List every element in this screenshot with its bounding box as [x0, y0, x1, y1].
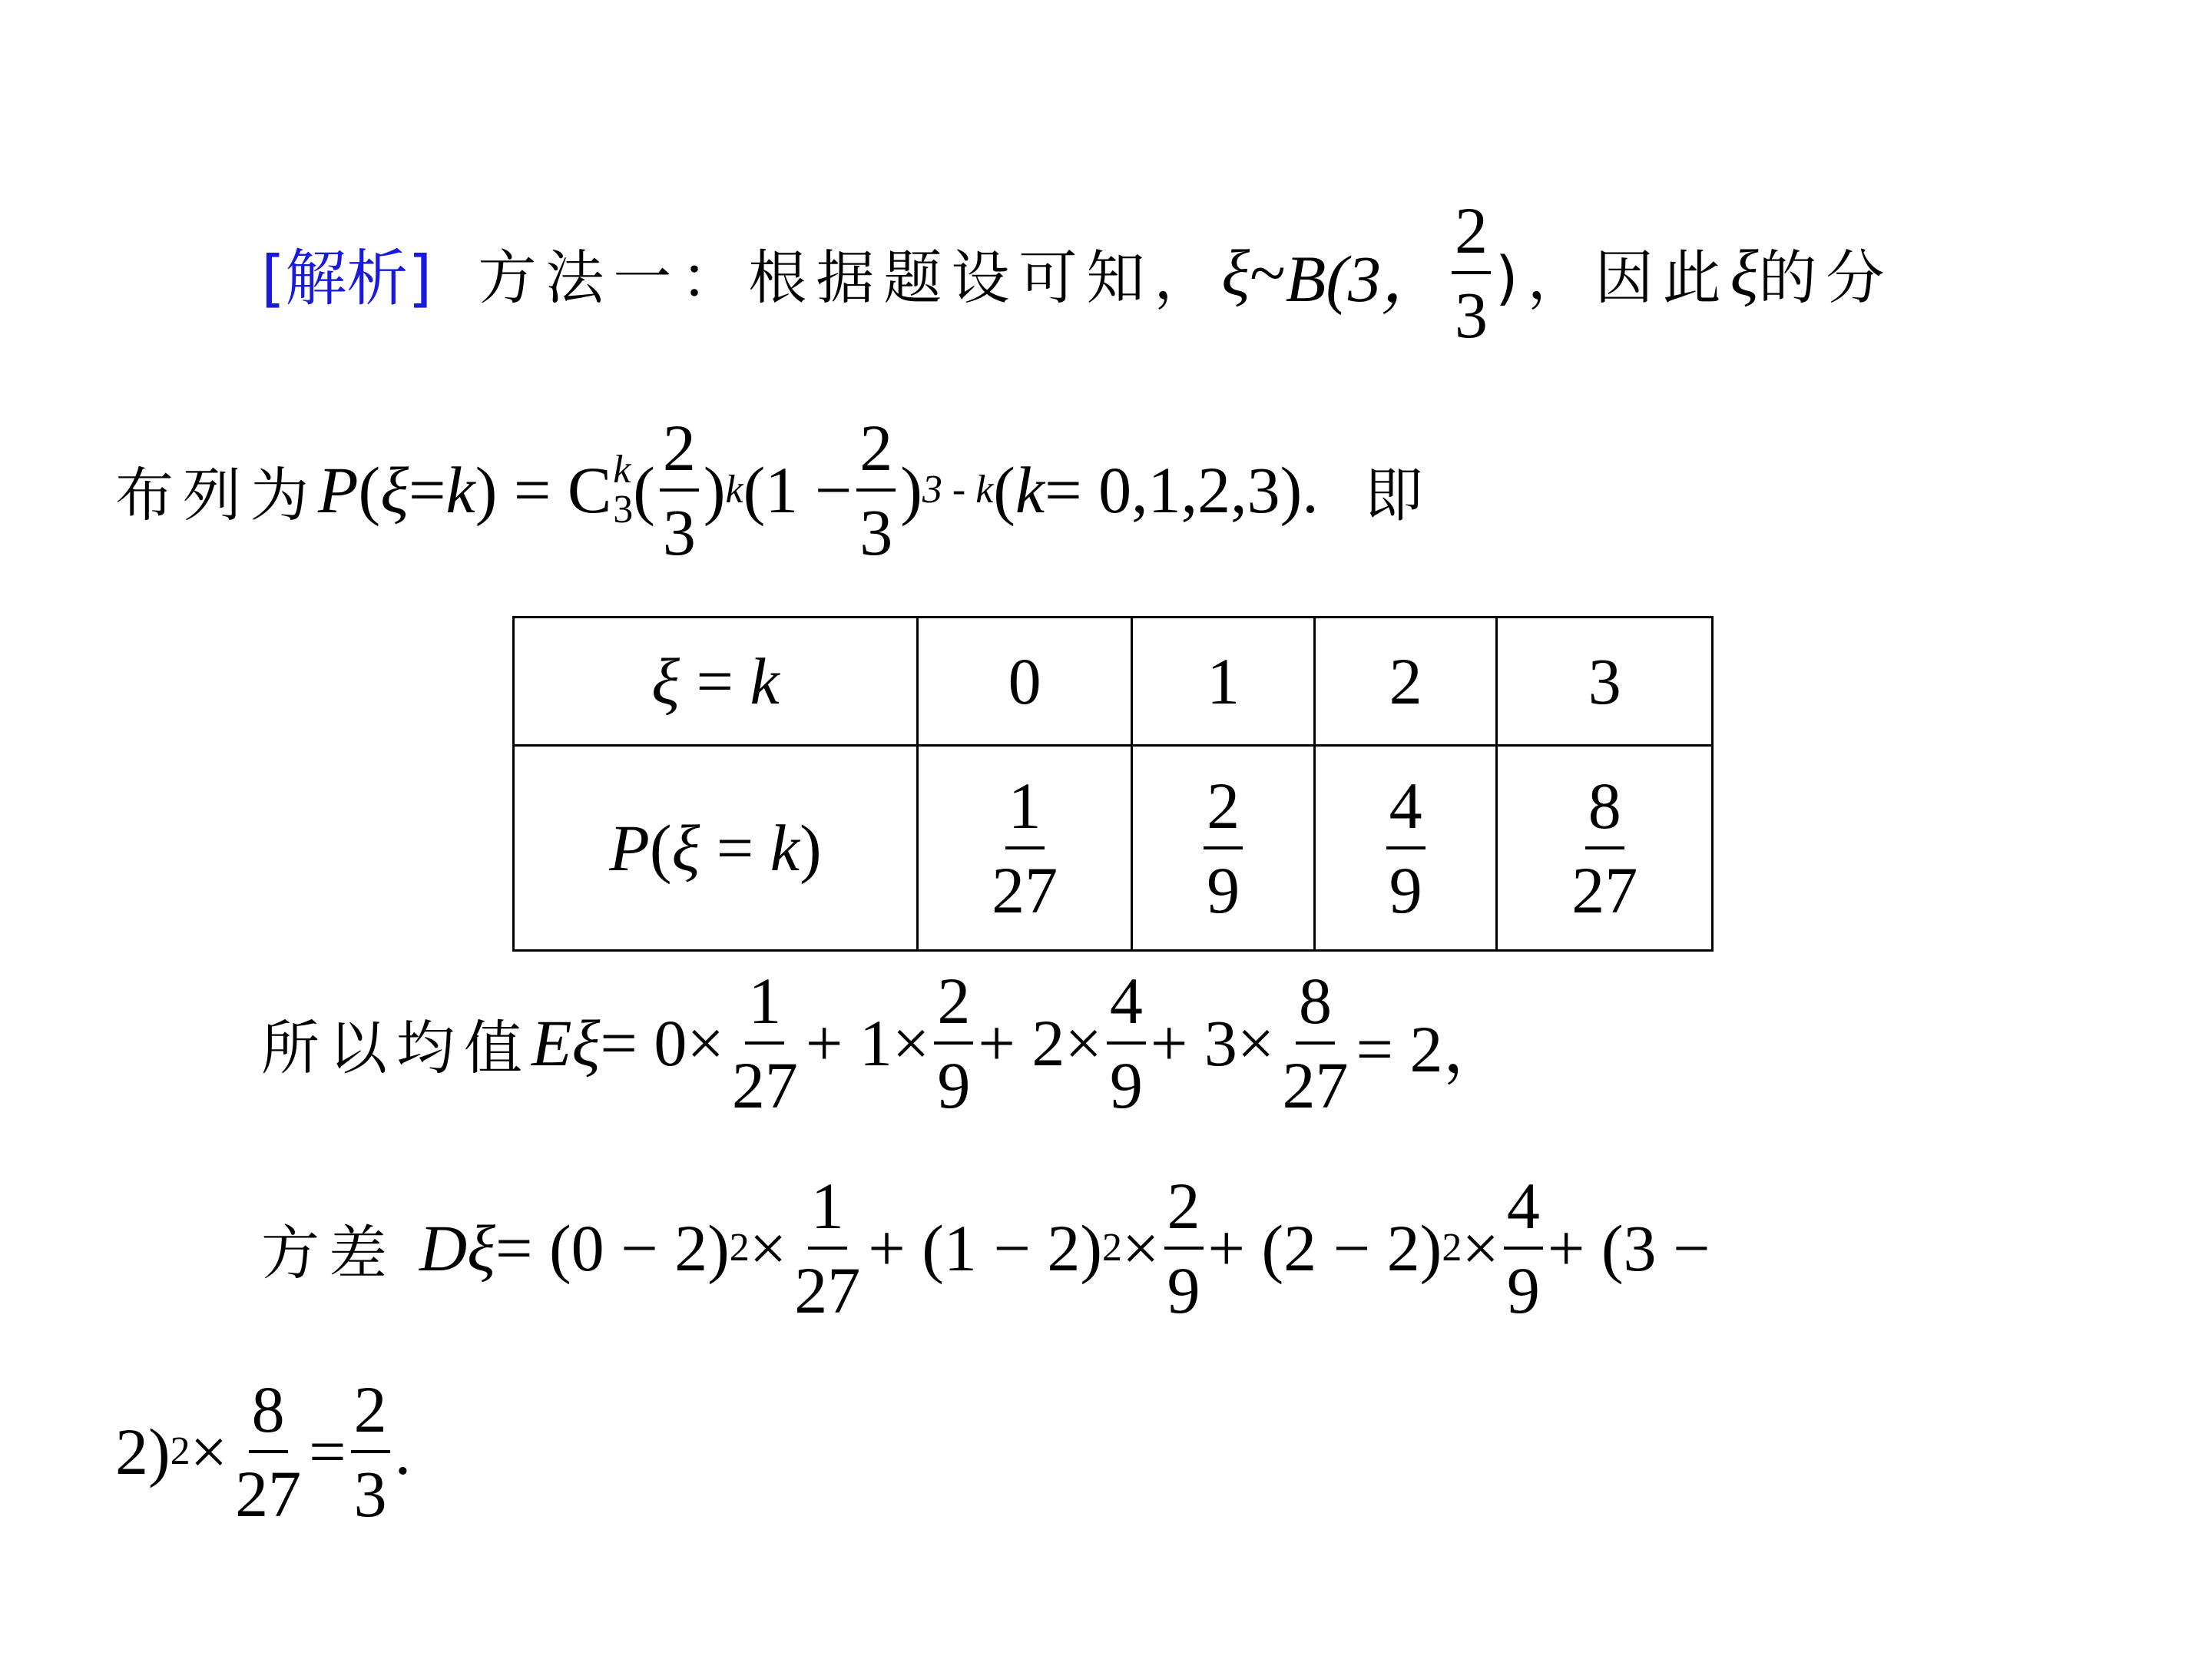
- k-range: = 0,1,2,3).: [1045, 453, 1319, 527]
- distribution-formula-line: 布列为 P ( ξ = k ) = C k 3 ( $\frac{2}{3}$ ) k (1 − $\frac{2}{3}$ ) 3 - k ( k = 0,1,2,3). 即: [115, 411, 1432, 569]
- fraction: $\frac{2}{9}$: [1164, 1173, 1204, 1323]
- table-cell: [1497, 746, 1713, 951]
- times-sign: ×: [1462, 1211, 1499, 1285]
- one-minus: (1 −: [743, 453, 853, 527]
- times-sign: ×: [190, 1415, 228, 1488]
- variance-line-continued: 2) 2 × $\frac{8}{27}$ = $\frac{2}{3}$ .: [115, 1373, 412, 1531]
- combination-C: ) = C: [475, 453, 612, 527]
- term-2: + 2×: [978, 1006, 1102, 1080]
- table-cell: [1132, 746, 1315, 951]
- analysis-tag: [解析]: [261, 242, 432, 314]
- times-sign: ×: [1122, 1211, 1160, 1285]
- therefore-text: )，因此: [1495, 243, 1730, 312]
- term-3: + 3×: [1150, 1006, 1275, 1080]
- xi-symbol: ξ: [467, 1211, 495, 1285]
- equals: =: [309, 1415, 346, 1488]
- table-cell: 0: [917, 618, 1132, 746]
- equals: =: [409, 453, 446, 527]
- fraction: $\frac{8}{27}$: [1282, 964, 1349, 1122]
- paren-close-2: ): [703, 453, 726, 527]
- fraction: $\frac{4}{9}$: [1107, 968, 1146, 1118]
- distribution-word-start: 的分: [1758, 243, 1894, 312]
- table-row-probabilities: [514, 746, 1713, 951]
- mean-line: [261, 964, 1509, 1122]
- expectation-E: E: [531, 1006, 572, 1080]
- prob-fraction: $\frac{4}{9}$: [1386, 773, 1426, 923]
- term-2: + (2 − 2): [1207, 1211, 1442, 1285]
- table-cell: 3: [1497, 618, 1713, 746]
- k-variable: k: [445, 453, 475, 527]
- sim-symbol: ~: [1250, 236, 1286, 310]
- variance-line: 方差 D ξ = (0 − 2) 2 × $\frac{1}{27}$ + (1 − 2) 2 × $\frac{2}{9}$ + (2 − 2) 2 × $\frac{4}{9}$ + (3 −: [261, 1169, 1710, 1327]
- variance-D: D: [419, 1211, 468, 1285]
- term-0: = 0×: [600, 1006, 724, 1080]
- period: .: [394, 1415, 412, 1488]
- fraction: $\frac{8}{27}$: [235, 1373, 302, 1531]
- table-cell: [917, 746, 1132, 951]
- paren-close-3: ): [900, 453, 922, 527]
- term-1: + 1×: [805, 1006, 930, 1080]
- distribution-lead: 布列为: [115, 460, 318, 529]
- term-3-end: 2): [115, 1415, 171, 1488]
- fraction: $\frac{4}{9}$: [1504, 1173, 1543, 1323]
- fraction: $\frac{1}{27}$: [731, 964, 798, 1122]
- binomial-B: B(3，: [1285, 242, 1447, 316]
- term-0: = (0 − 2): [495, 1211, 730, 1285]
- prob-fraction: $\frac{2}{9}$: [1204, 773, 1243, 923]
- table-cell: 1: [1132, 618, 1315, 746]
- table-cell: [1314, 746, 1497, 951]
- table-row-values: [514, 618, 1713, 746]
- k-variable-2: k: [1015, 453, 1045, 527]
- fraction: $\frac{2}{9}$: [934, 968, 973, 1118]
- solution-header-line: [261, 194, 1894, 352]
- table-cell: 2: [1314, 618, 1497, 746]
- namely-text: 即: [1364, 460, 1432, 529]
- times-sign: ×: [749, 1211, 787, 1285]
- paren-open-k: (: [993, 453, 1015, 527]
- term-3: + (3 −: [1547, 1211, 1710, 1285]
- term-1: + (1 − 2): [868, 1211, 1103, 1285]
- variance-lead: 方差: [261, 1218, 396, 1287]
- mean-lead: 所以均值: [261, 1013, 531, 1082]
- fraction-two-thirds: $\frac{2}{3}$: [660, 415, 699, 565]
- fraction: $\frac{1}{27}$: [794, 1169, 861, 1327]
- combination-indices: k 3: [613, 448, 634, 531]
- method-intro: 方法一：根据题设可知，: [478, 243, 1222, 312]
- prob-fraction: $\frac{8}{27}$: [1571, 769, 1638, 927]
- paren-open: (: [358, 453, 381, 527]
- mean-result: = 2，: [1356, 1012, 1509, 1086]
- xi-symbol-2: ξ: [1730, 236, 1759, 310]
- table-header-cell: ξ = k: [514, 618, 918, 746]
- xi-symbol: ξ: [571, 1006, 601, 1080]
- distribution-table: [512, 616, 1714, 952]
- xi-symbol: ξ: [380, 453, 409, 527]
- paren-open-2: (: [633, 453, 655, 527]
- prob-fraction: $\frac{1}{27}$: [992, 769, 1058, 927]
- fraction-two-thirds: $\frac{2}{3}$: [1452, 197, 1491, 348]
- variance-result-fraction: $\frac{2}{3}$: [351, 1376, 390, 1527]
- fraction-two-thirds-b: $\frac{2}{3}$: [856, 415, 896, 565]
- table-header-cell: P(ξ = k): [514, 746, 918, 951]
- prob-P: P: [318, 453, 359, 527]
- xi-symbol: ξ: [1221, 236, 1250, 310]
